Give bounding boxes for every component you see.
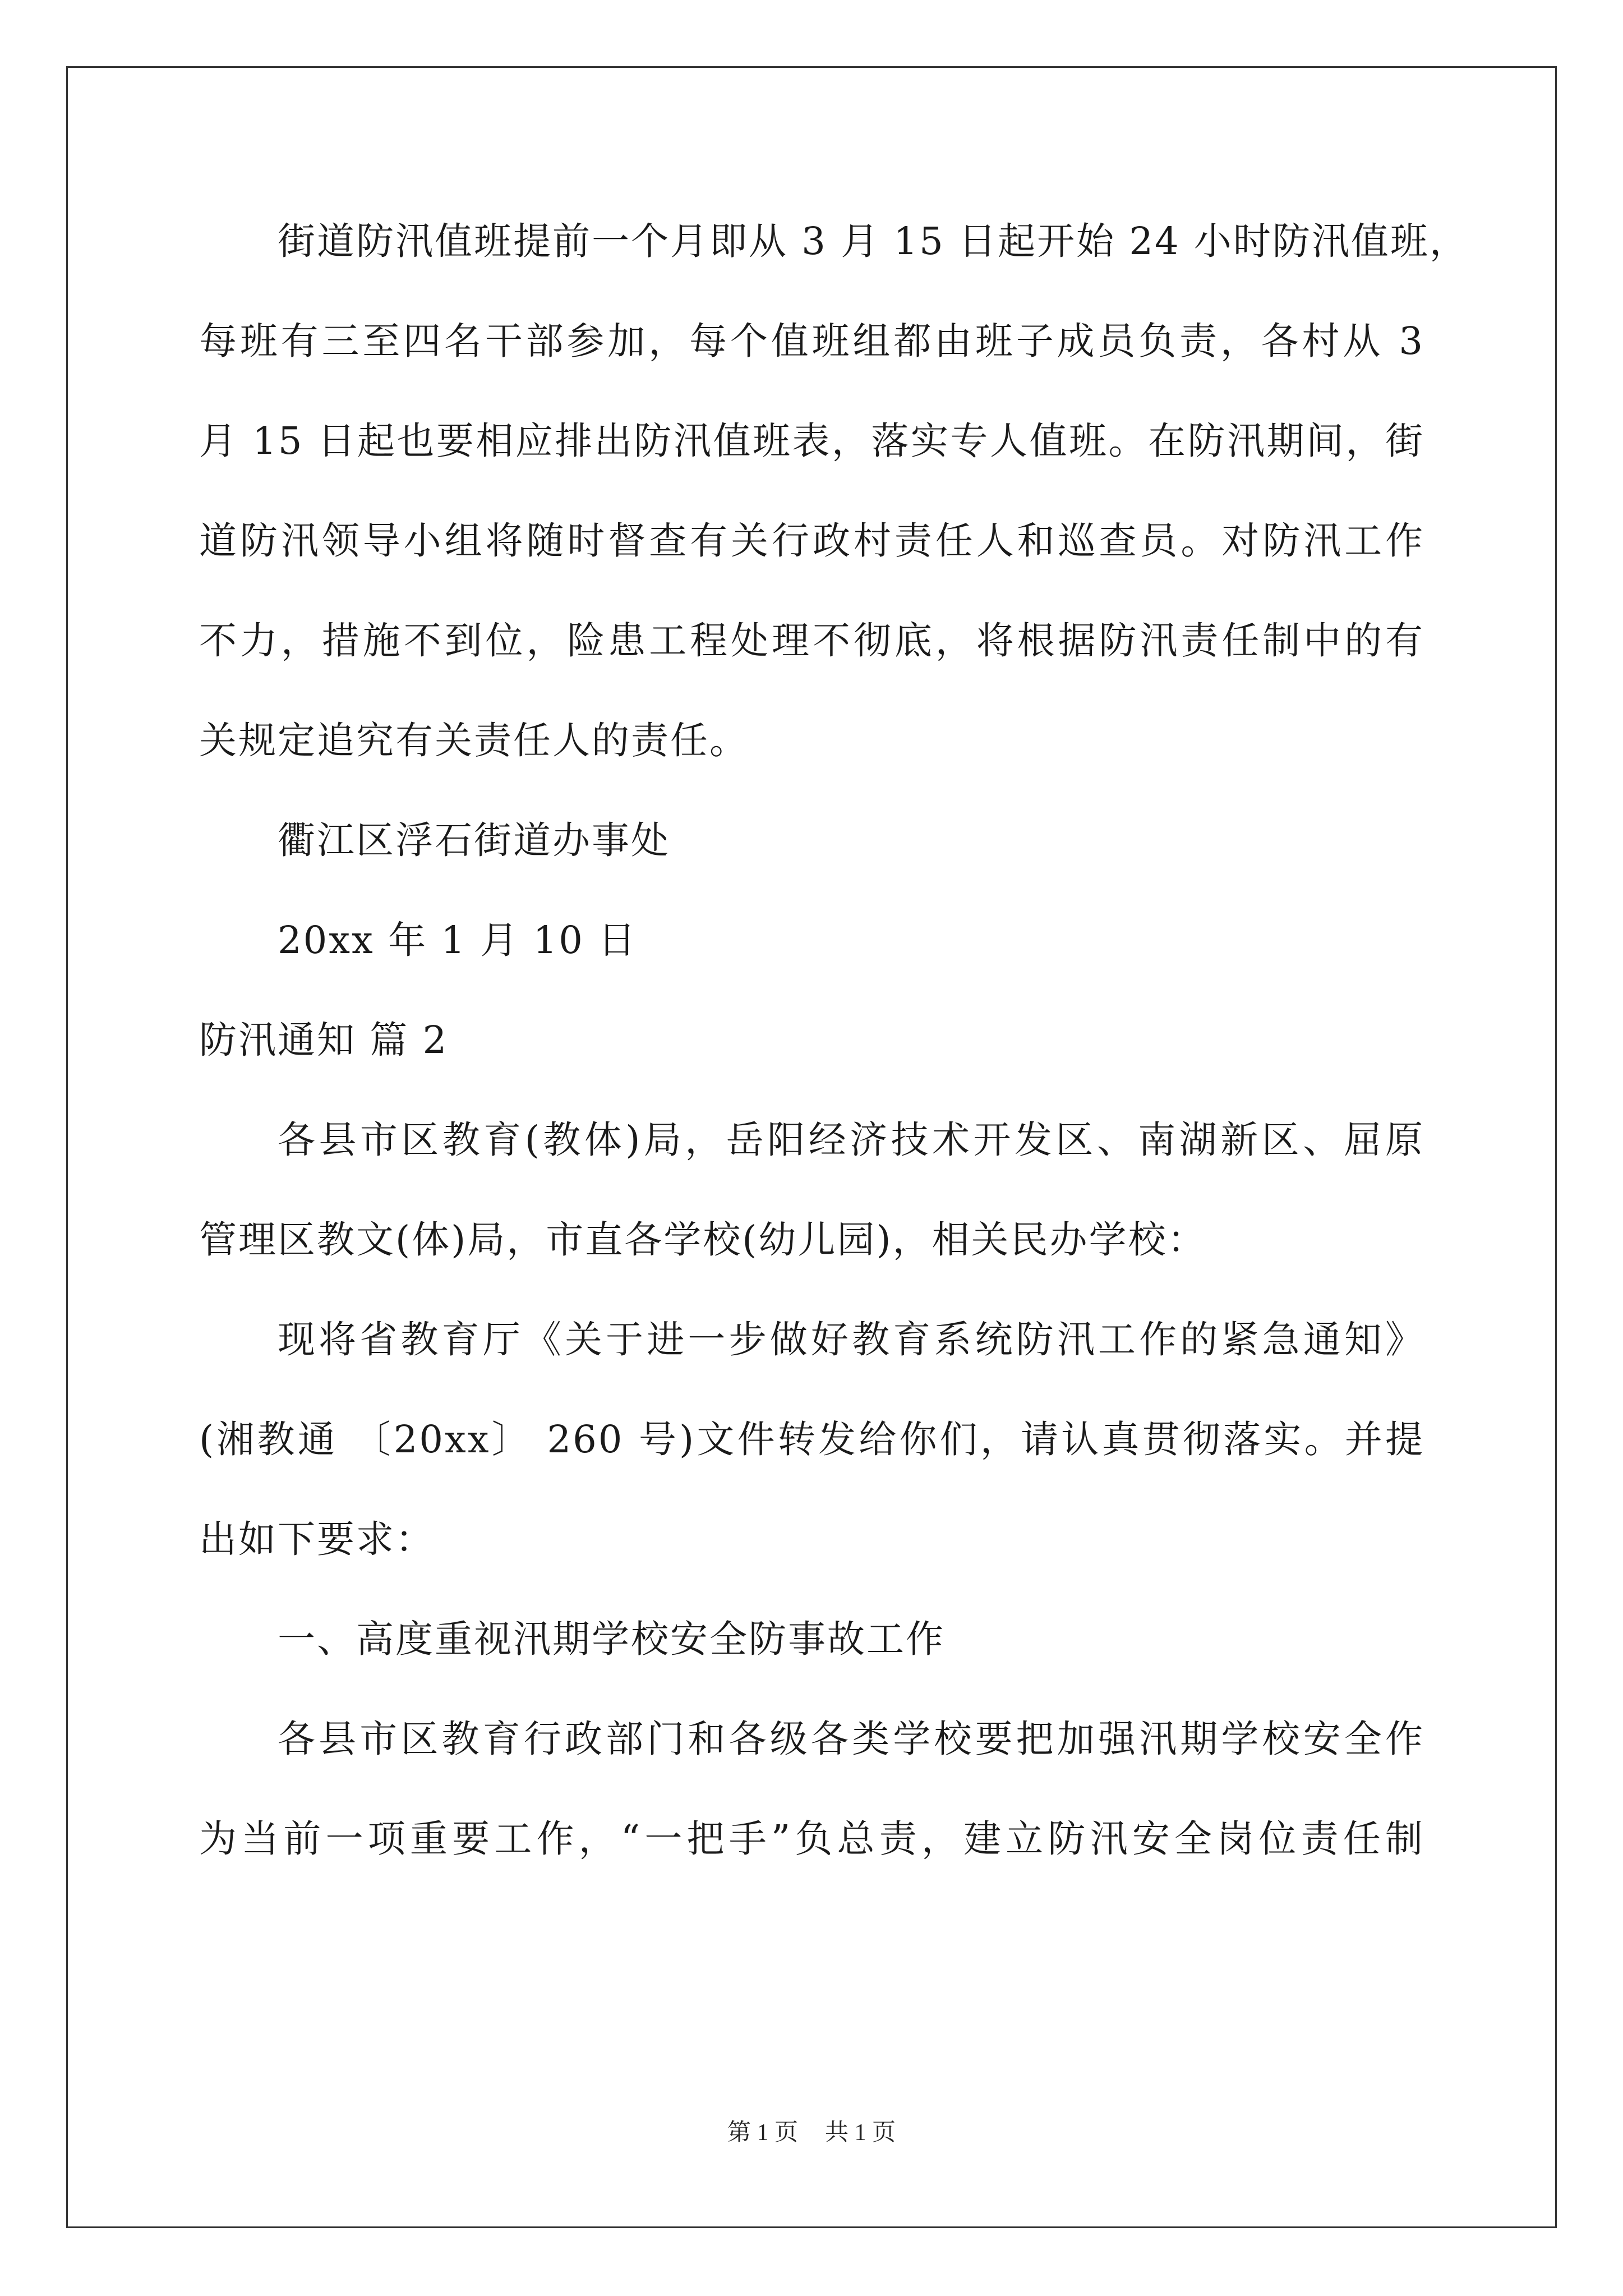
text-line: 道防汛领导小组将随时督查有关行政村责任人和巡查员。对防汛工作: [199, 519, 1424, 563]
text-line: 不力，措施不到位，险患工程处理不彻底，将根据防汛责任制中的有: [199, 619, 1424, 662]
text-line: 20xx 年 1 月 10 日: [278, 918, 638, 962]
text-line: 各县市区教育行政部门和各级各类学校要把加强汛期学校安全作: [278, 1717, 1424, 1761]
page-footer: [0, 2116, 1623, 2150]
text-line: 每班有三至四名干部参加，每个值班组都由班子成员负责，各村从 3: [199, 319, 1424, 363]
page-total: 共 1 页: [825, 2120, 896, 2146]
text-line: 街道防汛值班提前一个月即从 3 月 15 日起开始 24 小时防汛值班，: [278, 219, 1469, 263]
text-line: 为当前一项重要工作，“一把手”负总责，建立防汛安全岗位责任制: [199, 1817, 1424, 1861]
text-line: 衢江区浮石街道办事处: [278, 818, 670, 862]
page-number: 第 1 页: [727, 2120, 798, 2146]
text-line: 各县市区教育(教体)局，岳阳经济技术开发区、南湖新区、屈原: [278, 1118, 1424, 1162]
text-line: 一、高度重视汛期学校安全防事故工作: [278, 1617, 945, 1661]
text-line: 关规定追究有关责任人的责任。: [199, 719, 749, 762]
document-body: [199, 208, 1469, 1905]
text-line: 出如下要求：: [199, 1517, 435, 1561]
text-line: 月 15 日起也要相应排出防汛值班表，落实专人值班。在防汛期间，街: [199, 419, 1424, 463]
text-line: 防汛通知 篇 2: [199, 1018, 449, 1062]
text-line: (湘教通 〔20xx〕 260 号)文件转发给你们，请认真贯彻落实。并提: [199, 1418, 1424, 1461]
text-line: 现将省教育厅《关于进一步做好教育系统防汛工作的紧急通知》: [278, 1318, 1424, 1361]
text-line: 管理区教文(体)局，市直各学校(幼儿园)，相关民办学校：: [199, 1218, 1207, 1262]
